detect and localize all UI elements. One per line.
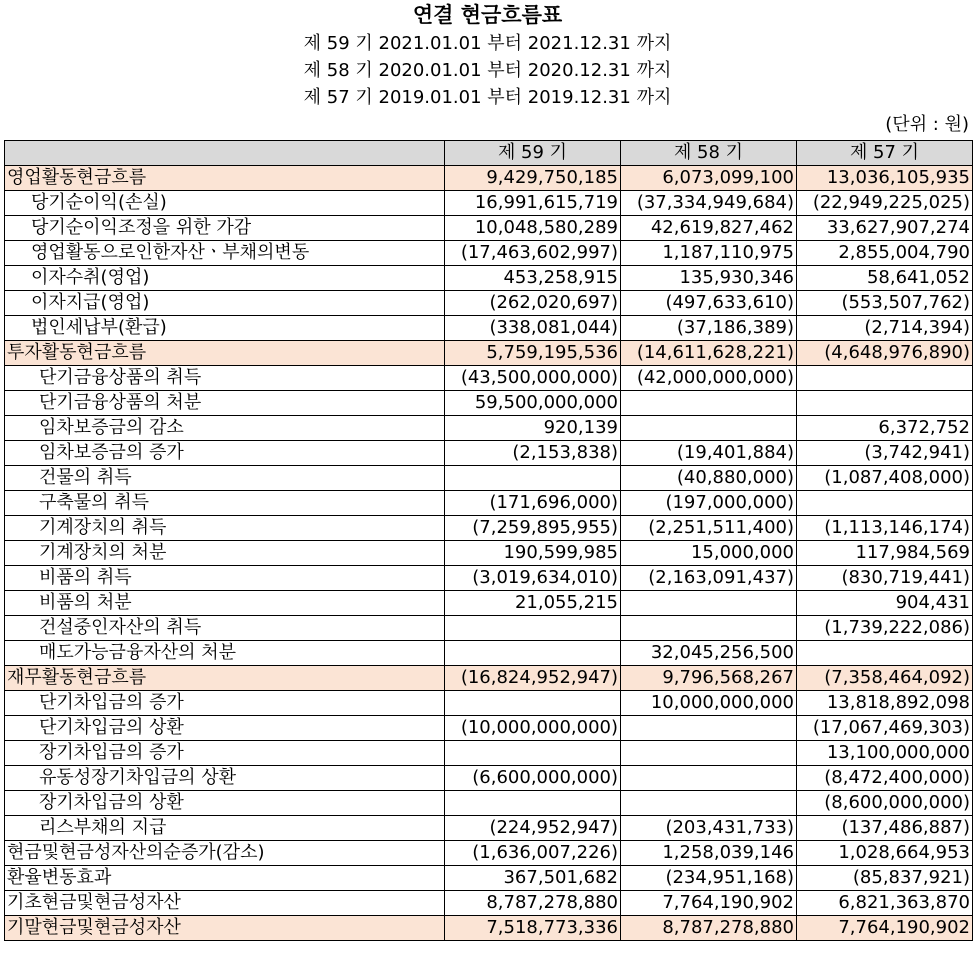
table-row [5, 266, 973, 291]
value-cell-57: 58,641,052 [797, 266, 973, 291]
value-cell-58 [621, 616, 797, 641]
value-cell-58: 1,258,039,146 [621, 841, 797, 866]
value-cell-57: (1,087,408,000) [797, 466, 973, 491]
report-title: 연결 현금흐름표 [412, 3, 563, 27]
value-cell-58: 6,073,099,100 [621, 166, 797, 191]
value-cell-57 [797, 391, 973, 416]
header-label-column [5, 141, 445, 166]
period-line-59: 제 59 기 2021.01.01 부터 2021.12.31 까지 [303, 33, 672, 54]
table-row [5, 416, 973, 441]
value-cell-58: (37,186,389) [621, 316, 797, 341]
value-cell-58: 15,000,000 [621, 541, 797, 566]
value-cell-58 [621, 791, 797, 816]
row-label: 건설중인자산의 취득 [5, 616, 445, 641]
value-cell-58: (40,880,000) [621, 466, 797, 491]
value-cell-57: (85,837,921) [797, 866, 973, 891]
value-cell-58: (2,163,091,437) [621, 566, 797, 591]
value-cell-59: (3,019,634,010) [445, 566, 621, 591]
value-cell-57: (22,949,225,025) [797, 191, 973, 216]
table-row [5, 791, 973, 816]
value-cell-59: (262,020,697) [445, 291, 621, 316]
value-cell-57: 7,764,190,902 [797, 916, 973, 941]
table-row [5, 216, 973, 241]
table-row [5, 766, 973, 791]
section-row [5, 666, 973, 691]
value-cell-58: (197,000,000) [621, 491, 797, 516]
row-label: 기계장치의 취득 [5, 516, 445, 541]
value-cell-59 [445, 466, 621, 491]
value-cell-59: (17,463,602,997) [445, 241, 621, 266]
row-label: 단기차입금의 상환 [5, 716, 445, 741]
section-row [5, 341, 973, 366]
value-cell-59: 367,501,682 [445, 866, 621, 891]
table-row [5, 866, 973, 891]
value-cell-57 [797, 641, 973, 666]
value-cell-58: 7,764,190,902 [621, 891, 797, 916]
value-cell-58 [621, 591, 797, 616]
row-label: 기말현금및현금성자산 [5, 916, 445, 941]
value-cell-58 [621, 391, 797, 416]
value-cell-57: 13,100,000,000 [797, 741, 973, 766]
value-cell-57: 6,821,363,870 [797, 891, 973, 916]
value-cell-57: 117,984,569 [797, 541, 973, 566]
row-label: 영업활동현금흐름 [5, 166, 445, 191]
value-cell-57 [797, 366, 973, 391]
total-row [5, 916, 973, 941]
value-cell-59: (1,636,007,226) [445, 841, 621, 866]
header-period-58: 제 58 기 [621, 141, 797, 166]
value-cell-58 [621, 416, 797, 441]
value-cell-59: (338,081,044) [445, 316, 621, 341]
table-body [5, 166, 973, 941]
row-label: 리스부채의 지급 [5, 816, 445, 841]
row-label: 단기금융상품의 취득 [5, 366, 445, 391]
table-row [5, 516, 973, 541]
value-cell-57: 6,372,752 [797, 416, 973, 441]
value-cell-58: (42,000,000,000) [621, 366, 797, 391]
row-label: 당기순이익(손실) [5, 191, 445, 216]
table-header-row [5, 141, 973, 166]
value-cell-59: (43,500,000,000) [445, 366, 621, 391]
cash-flow-table [4, 140, 973, 941]
value-cell-59 [445, 616, 621, 641]
value-cell-57: (1,113,146,174) [797, 516, 973, 541]
table-row [5, 191, 973, 216]
row-label: 비품의 취득 [5, 566, 445, 591]
value-cell-59: 8,787,278,880 [445, 891, 621, 916]
value-cell-57: (830,719,441) [797, 566, 973, 591]
value-cell-57: 1,028,664,953 [797, 841, 973, 866]
row-label: 영업활동으로인한자산ㆍ부채의변동 [5, 241, 445, 266]
table-row [5, 691, 973, 716]
value-cell-57: 2,855,004,790 [797, 241, 973, 266]
value-cell-58: 42,619,827,462 [621, 216, 797, 241]
value-cell-59: 21,055,215 [445, 591, 621, 616]
table-row [5, 891, 973, 916]
table-row [5, 366, 973, 391]
row-label: 단기금융상품의 처분 [5, 391, 445, 416]
value-cell-58: 1,187,110,975 [621, 241, 797, 266]
value-cell-58: (203,431,733) [621, 816, 797, 841]
value-cell-58 [621, 741, 797, 766]
value-cell-58: 32,045,256,500 [621, 641, 797, 666]
row-label: 이자수취(영업) [5, 266, 445, 291]
value-cell-58: (2,251,511,400) [621, 516, 797, 541]
value-cell-58: 135,930,346 [621, 266, 797, 291]
table-row [5, 641, 973, 666]
value-cell-57: 904,431 [797, 591, 973, 616]
table-row [5, 291, 973, 316]
value-cell-57: (8,472,400,000) [797, 766, 973, 791]
value-cell-59: (10,000,000,000) [445, 716, 621, 741]
row-label: 기초현금및현금성자산 [5, 891, 445, 916]
period-line-58: 제 58 기 2020.01.01 부터 2020.12.31 까지 [303, 60, 672, 81]
value-cell-59: 16,991,615,719 [445, 191, 621, 216]
row-label: 장기차입금의 증가 [5, 741, 445, 766]
row-label: 장기차입금의 상환 [5, 791, 445, 816]
value-cell-59: (171,696,000) [445, 491, 621, 516]
value-cell-57 [797, 491, 973, 516]
row-label: 재무활동현금흐름 [5, 666, 445, 691]
table-row [5, 391, 973, 416]
value-cell-57: (1,739,222,086) [797, 616, 973, 641]
value-cell-59: 59,500,000,000 [445, 391, 621, 416]
value-cell-59: 9,429,750,185 [445, 166, 621, 191]
value-cell-57: (17,067,469,303) [797, 716, 973, 741]
table-row [5, 316, 973, 341]
value-cell-58 [621, 716, 797, 741]
value-cell-58: 8,787,278,880 [621, 916, 797, 941]
value-cell-59: (6,600,000,000) [445, 766, 621, 791]
value-cell-58: (497,633,610) [621, 291, 797, 316]
table-row [5, 841, 973, 866]
value-cell-57: (8,600,000,000) [797, 791, 973, 816]
value-cell-58: (19,401,884) [621, 441, 797, 466]
table-row [5, 466, 973, 491]
value-cell-58: 9,796,568,267 [621, 666, 797, 691]
value-cell-57: 13,818,892,098 [797, 691, 973, 716]
period-line-57: 제 57 기 2019.01.01 부터 2019.12.31 까지 [303, 87, 672, 108]
row-label: 법인세납부(환급) [5, 316, 445, 341]
value-cell-59: 7,518,773,336 [445, 916, 621, 941]
value-cell-59: (224,952,947) [445, 816, 621, 841]
header-period-59: 제 59 기 [445, 141, 621, 166]
row-label: 현금및현금성자산의순증가(감소) [5, 841, 445, 866]
value-cell-59: 5,759,195,536 [445, 341, 621, 366]
value-cell-59: (16,824,952,947) [445, 666, 621, 691]
table-row [5, 491, 973, 516]
value-cell-57: (2,714,394) [797, 316, 973, 341]
row-label: 매도가능금융자산의 처분 [5, 641, 445, 666]
value-cell-59: 10,048,580,289 [445, 216, 621, 241]
value-cell-59 [445, 741, 621, 766]
value-cell-58: (14,611,628,221) [621, 341, 797, 366]
row-label: 유동성장기차입금의 상환 [5, 766, 445, 791]
row-label: 임차보증금의 감소 [5, 416, 445, 441]
value-cell-59: (2,153,838) [445, 441, 621, 466]
value-cell-58 [621, 766, 797, 791]
table-row [5, 816, 973, 841]
row-label: 단기차입금의 증가 [5, 691, 445, 716]
value-cell-57: (4,648,976,890) [797, 341, 973, 366]
table-row [5, 716, 973, 741]
row-label: 건물의 취득 [5, 466, 445, 491]
value-cell-59 [445, 691, 621, 716]
row-label: 임차보증금의 증가 [5, 441, 445, 466]
value-cell-59: (7,259,895,955) [445, 516, 621, 541]
value-cell-59 [445, 791, 621, 816]
value-cell-57: (553,507,762) [797, 291, 973, 316]
table-row [5, 591, 973, 616]
value-cell-59 [445, 641, 621, 666]
value-cell-58: 10,000,000,000 [621, 691, 797, 716]
value-cell-57: (7,358,464,092) [797, 666, 973, 691]
value-cell-59: 920,139 [445, 416, 621, 441]
row-label: 구축물의 취득 [5, 491, 445, 516]
table-row [5, 566, 973, 591]
table-row [5, 441, 973, 466]
row-label: 기계장치의 처분 [5, 541, 445, 566]
value-cell-58: (234,951,168) [621, 866, 797, 891]
value-cell-57: 13,036,105,935 [797, 166, 973, 191]
value-cell-57: 33,627,907,274 [797, 216, 973, 241]
value-cell-59: 453,258,915 [445, 266, 621, 291]
row-label: 당기순이익조정을 위한 가감 [5, 216, 445, 241]
header-period-57: 제 57 기 [797, 141, 973, 166]
row-label: 투자활동현금흐름 [5, 341, 445, 366]
value-cell-58: (37,334,949,684) [621, 191, 797, 216]
row-label: 이자지급(영업) [5, 291, 445, 316]
section-row [5, 166, 973, 191]
row-label: 환율변동효과 [5, 866, 445, 891]
value-cell-57: (3,742,941) [797, 441, 973, 466]
row-label: 비품의 처분 [5, 591, 445, 616]
table-row [5, 241, 973, 266]
table-row [5, 616, 973, 641]
table-row [5, 541, 973, 566]
value-cell-57: (137,486,887) [797, 816, 973, 841]
value-cell-59: 190,599,985 [445, 541, 621, 566]
table-row [5, 741, 973, 766]
unit-label: (단위 : 원) [885, 114, 969, 135]
